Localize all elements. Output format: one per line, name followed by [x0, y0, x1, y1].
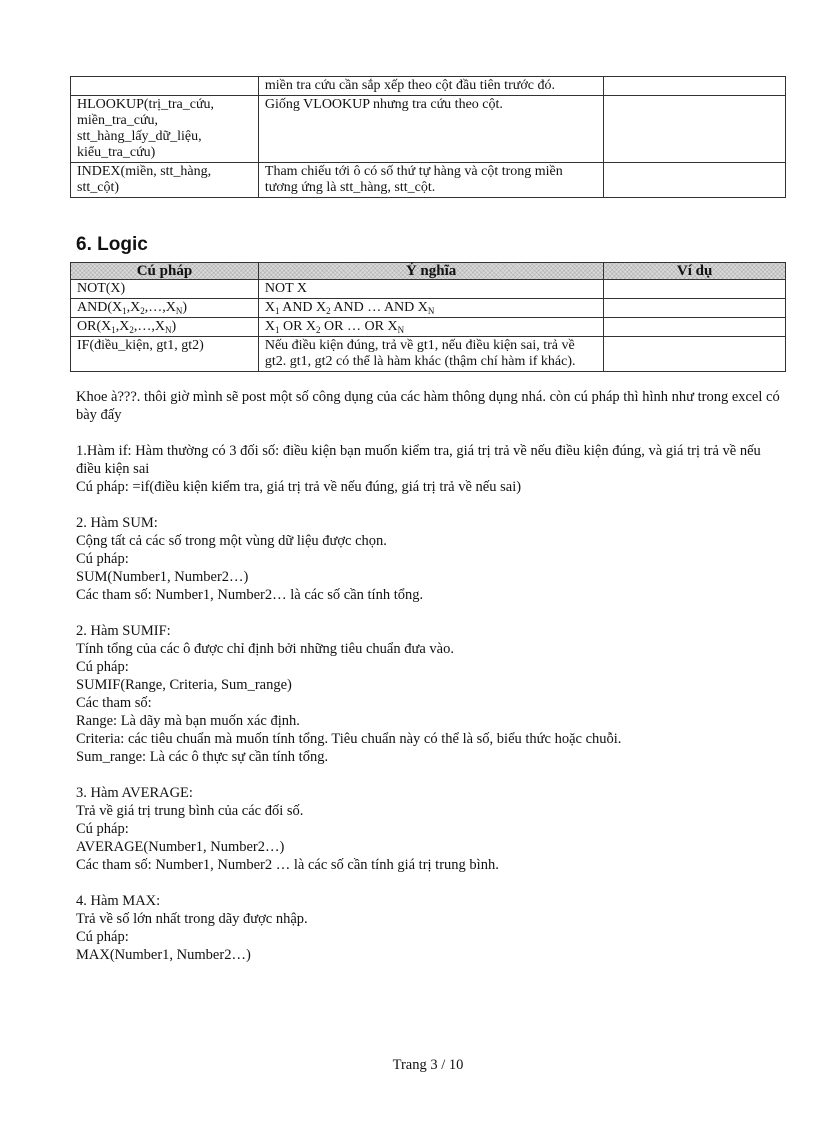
syntax-cell: INDEX(miền, stt_hàng, stt_cột) [71, 163, 259, 198]
example-cell [604, 280, 786, 299]
if-function-paragraph: 1.Hàm if: Hàm thường có 3 đối số: điều kiện bạn muốn kiểm tra, giá trị trả về nếu điều kiện đúng, và giá trị trả về nếu điều kiện sai Cú pháp: =if(điều kiện kiểm tra, giá trị trả về nếu đúng, giá trị trả về nếu sai) [76, 443, 761, 495]
meaning-cell: Giống VLOOKUP nhưng tra cứu theo cột. [258, 96, 603, 163]
body-text [70, 388, 786, 964]
table-row [71, 77, 786, 96]
intro-paragraph: Khoe à???. thôi giờ mình sẽ post một số công dụng của các hàm thông dụng nhá. còn cú pháp thì hình như trong excel có bày đấy [76, 389, 780, 423]
header-example: Ví dụ [604, 263, 786, 280]
meaning-cell: $X_1$ OR $X_2$ OR … OR $X_N$ [258, 318, 603, 337]
syntax-cell: NOT(X) [71, 280, 259, 299]
document-page [70, 76, 786, 982]
table-header-row [71, 263, 786, 280]
logic-functions-table [70, 262, 786, 372]
header-syntax: Cú pháp [71, 263, 259, 280]
syntax-cell: $AND(X_1,X_2,\dots,X_N)$ [71, 299, 259, 318]
table-row [71, 280, 786, 299]
table-row [71, 299, 786, 318]
syntax-cell [71, 77, 259, 96]
example-cell [604, 318, 786, 337]
syntax-cell: IF(điều_kiện, gt1, gt2) [71, 337, 259, 372]
section-title-logic: 6. Logic [76, 234, 148, 255]
sumif-function-paragraph: 2. Hàm SUMIF: Tính tổng của các ô được chỉ định bởi những tiêu chuẩn đưa vào. Cú pháp: SUMIF(Range, Criteria, Sum_range) Các tham số: Range: Là dãy mà bạn muốn xác định. Criteria: các tiêu chuẩn mà muốn tính tổng. Tiêu chuẩn này có thể là số, biểu thức hoặc chuỗi. Sum_range: Là các ô thực sự cần tính tổng. [76, 623, 622, 765]
syntax-cell: $OR(X_1,X_2,\dots,X_N)$ [71, 318, 259, 337]
table-row [71, 96, 786, 163]
table-row [71, 163, 786, 198]
syntax-cell: HLOOKUP(trị_tra_cứu, miền_tra_cứu, stt_hàng_lấy_dữ_liệu, kiểu_tra_cứu) [71, 96, 259, 163]
max-function-paragraph: 4. Hàm MAX: Trả về số lớn nhất trong dãy được nhập. Cú pháp: MAX(Number1, Number2…) [76, 893, 308, 963]
example-cell [604, 77, 786, 96]
example-cell [604, 96, 786, 163]
example-cell [604, 163, 786, 198]
lookup-functions-table [70, 76, 786, 198]
example-cell [604, 299, 786, 318]
meaning-cell: $X_1$ AND $X_2$ AND … AND $X_N$ [258, 299, 603, 318]
header-meaning: Ý nghĩa [258, 263, 603, 280]
meaning-cell: miền tra cứu cần sắp xếp theo cột đầu tiên trước đó. [258, 77, 603, 96]
example-cell [604, 337, 786, 372]
average-function-paragraph: 3. Hàm AVERAGE: Trả về giá trị trung bình của các đối số. Cú pháp: AVERAGE(Number1, Number2…) Các tham số: Number1, Number2 … là các số cần tính giá trị trung bình. [76, 785, 499, 873]
meaning-cell: Tham chiếu tới ô có số thứ tự hàng và cột trong miền tương ứng là stt_hàng, stt_cột. [258, 163, 603, 198]
table-row [71, 318, 786, 337]
page-number: Trang 3 / 10 [392, 1057, 464, 1073]
meaning-cell: Nếu điều kiện đúng, trả về gt1, nếu điều kiện sai, trả về gt2. gt1, gt2 có thể là hàm khác (thậm chí hàm if khác). [258, 337, 603, 372]
table-row [71, 337, 786, 372]
sum-function-paragraph: 2. Hàm SUM: Cộng tất cả các số trong một vùng dữ liệu được chọn. Cú pháp: SUM(Number1, Number2…) Các tham số: Number1, Number2… là các số cần tính tổng. [76, 515, 424, 603]
meaning-cell: NOT X [258, 280, 603, 299]
